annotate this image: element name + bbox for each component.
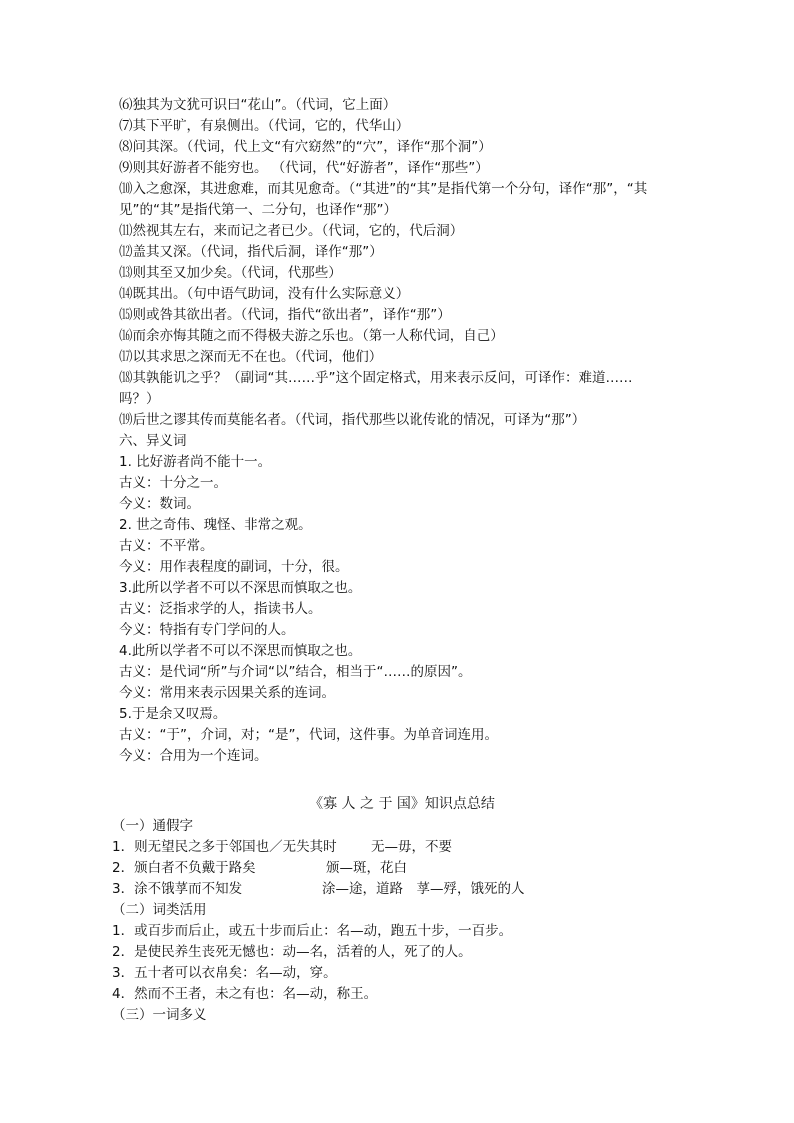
tongjia-note: 无—毋，不要	[371, 839, 452, 855]
tongjia-note: 颁—斑，花白	[326, 860, 407, 876]
huoyong-line: 2．是使民养生丧死无憾也：动—名，活着的人，死了的人。	[112, 944, 472, 960]
note-line: 今义：数词。	[119, 496, 200, 512]
tongjia-row	[112, 858, 692, 879]
note-line: ⒃而余亦悔其随之而不得极夫游之乐也。（第一人称代词，自己）	[119, 328, 504, 344]
note-line: 古义：“于”，介词，对；“是”，代词，这件事。为单音词连用。	[119, 727, 498, 743]
note-line: 今义：用作表程度的副词，十分，很。	[119, 559, 349, 575]
note-line: 今义：合用为一个连词。	[119, 748, 268, 764]
tongjia-sentence: 2．颁白者不负戴于路矣	[112, 860, 256, 876]
note-line: 2. 世之奇伟、瑰怪、非常之观。	[119, 517, 312, 533]
huoyong-line: 3．五十者可以衣帛矣：名—动，穿。	[112, 965, 337, 981]
note-line: 今义：常用来表示因果关系的连词。	[119, 685, 335, 701]
huoyong-line: 4．然而不王者，未之有也：名—动，称王。	[112, 986, 378, 1002]
tongjia-row	[112, 837, 692, 858]
note-line: ⑽入之愈深，其进愈难，而其见愈奇。（“其进”的“其”是指代第一个分句，译作“那”，“其	[119, 181, 648, 197]
note-line: ⑼则其好游者不能穷也。 （代词，代“好游者”，译作“那些”）	[119, 160, 489, 176]
tongjia-row	[112, 879, 692, 900]
note-line: ⒆后世之谬其传而莫能名者。（代词，指代那些以讹传讹的情况，可译为“那”）	[119, 412, 586, 428]
subsection-heading: （一）通假字	[112, 818, 193, 834]
note-line: ⒁既其出。（句中语气助词，没有什么实际意义）	[119, 286, 410, 302]
note-line: 古义：泛指求学的人，指读书人。	[119, 601, 322, 617]
note-line: 5.于是余又叹焉。	[119, 706, 227, 722]
note-line: ⒄以其求思之深而无不在也。（代词，他们）	[119, 349, 383, 365]
tongjia-note: 涂—途，道路 莩—殍，饿死的人	[322, 881, 525, 897]
note-line: 1. 比好游者尚不能十一。	[119, 454, 272, 470]
summary-section	[112, 778, 692, 1026]
subsection-heading: （三）一词多义	[112, 1007, 207, 1023]
note-line: 吗？）	[119, 391, 160, 407]
note-line: 古义：不平常。	[119, 538, 214, 554]
subsection-heading: （二）词类活用	[112, 902, 207, 918]
note-line: 古义：十分之一。	[119, 475, 227, 491]
note-line: 4.此所以学者不可以不深思而慎取之也。	[119, 643, 362, 659]
note-line: 古义：是代词“所”与介词“以”结合，相当于“……的原因”。	[119, 664, 472, 680]
huoyong-line: 1．或百步而后止，或五十步而后止：名—动，跑五十步，一百步。	[112, 923, 513, 939]
note-line: ⑺其下平旷，有泉侧出。（代词，它的，代华山）	[119, 118, 410, 134]
note-line: 今义：特指有专门学问的人。	[119, 622, 295, 638]
tongjia-sentence: 3．涂不饿莩而不知发	[112, 881, 243, 897]
summary-title: 《寡 人 之 于 国》知识点总结	[309, 796, 495, 812]
note-line: ⑿盖其又深。（代词，指代后洞，译作“那”）	[119, 244, 383, 260]
note-line: ⑹独其为文犹可识曰“花山”。（代词，它上面）	[119, 97, 397, 113]
note-line: ⑾然视其左右，来而记之者已少。（代词，它的，代后洞）	[119, 223, 464, 239]
note-line: ⒂则或咎其欲出者。（代词，指代“欲出者”，译作“那”）	[119, 307, 451, 323]
note-line: ⒀则其至又加少矣。（代词，代那些）	[119, 265, 342, 281]
pronoun-notes-section	[119, 95, 679, 767]
note-line: ⒅其孰能讥之乎？（副词“其……乎”这个固定格式，用来表示反问，可译作：难道……	[119, 370, 633, 386]
note-line: 见”的“其”是指代第一、二分句，也译作“那”）	[119, 202, 397, 218]
tongjia-sentence: 1．则无望民之多于邻国也／无失其时	[112, 839, 337, 855]
section-heading: 六、异义词	[119, 433, 187, 449]
note-line: 3.此所以学者不可以不深思而慎取之也。	[119, 580, 362, 596]
note-line: ⑻问其深。（代词，代上文“有穴窈然”的“穴”，译作“那个洞”）	[119, 139, 492, 155]
